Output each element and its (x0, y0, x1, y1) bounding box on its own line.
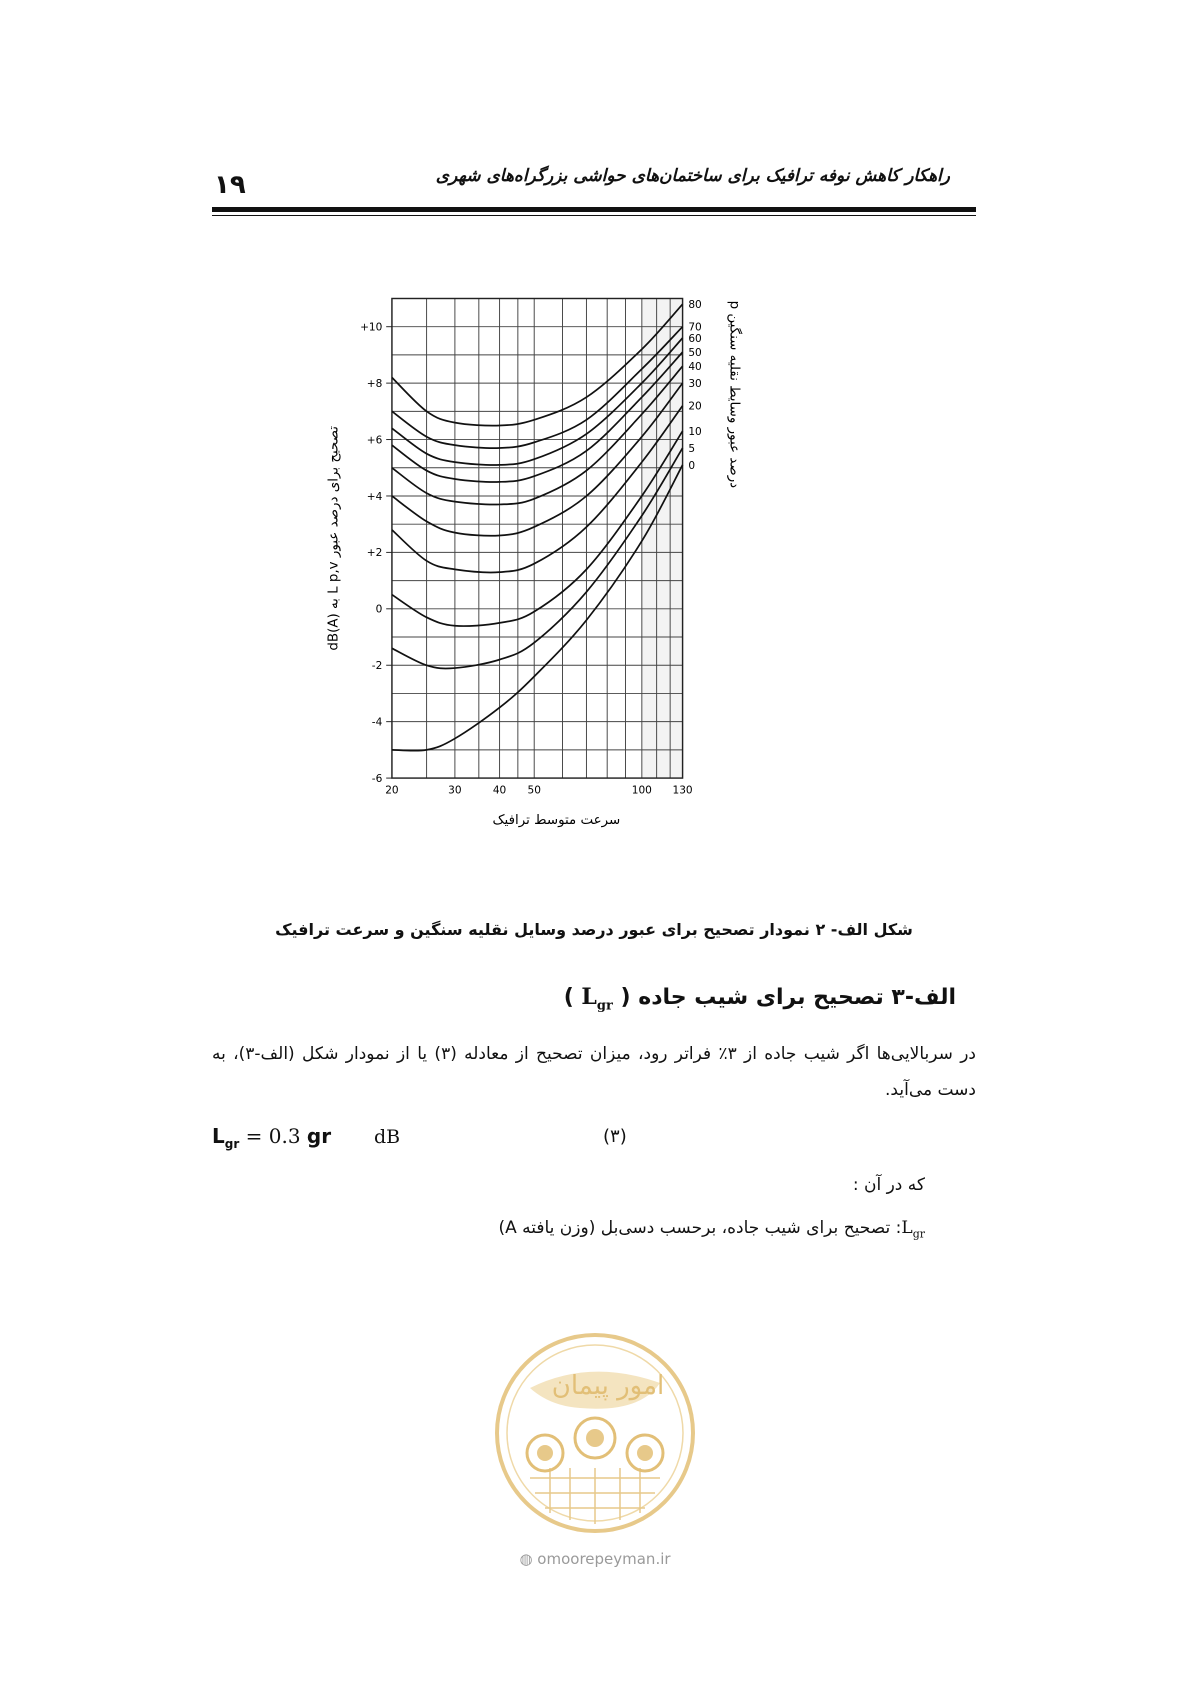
x-tick-label: 50 (527, 784, 541, 797)
y-tick-label: -4 (371, 716, 383, 729)
x-axis-label: سرعت متوسط ترافیک (492, 813, 621, 829)
x-tick-label: 130 (672, 784, 693, 797)
equation-unit: dB (374, 1126, 401, 1148)
y-tick-label: -2 (371, 660, 383, 673)
header-rule-thick (212, 207, 976, 212)
y-axis-label: تصحیح برای درصد عبور L p,v به dB(A) (326, 425, 342, 651)
section-title (564, 984, 956, 1013)
section-title-symbol: $L_{gr}$ (581, 984, 613, 1014)
series-line-70 (392, 327, 683, 448)
x-tick-label: 100 (631, 784, 652, 797)
y-tick-label: +4 (366, 490, 383, 503)
equation-variable: gr (306, 1124, 332, 1148)
watermark-logo (490, 1328, 700, 1538)
series-line-80 (392, 304, 683, 425)
series-label-60: 60 (688, 332, 702, 345)
x-tick-label: 20 (385, 784, 399, 797)
equation-lhs: L (212, 1124, 225, 1148)
series-label-40: 40 (688, 361, 702, 374)
definition-symbol: $L_{gr}$ (901, 1218, 925, 1241)
running-header-title: راهکار کاهش نوفه ترافیک برای ساختمان‌های حواشی بزرگراه‌های شهری (435, 166, 950, 186)
chart-shade (642, 298, 683, 778)
definition-text: : تصحیح برای شیب جاده، برحسب دسی‌بل (وزن یافته A) (498, 1218, 902, 1238)
right-axis-label: درصد عبور وسایط نقلیه سنگین p (726, 300, 742, 489)
series-label-20: 20 (688, 400, 702, 413)
series-line-30 (392, 383, 683, 536)
series-line-10 (392, 431, 683, 626)
speed-correction-chart (320, 282, 790, 902)
y-tick-label: +8 (366, 377, 383, 390)
series-line-5 (392, 448, 683, 668)
watermark-logo-text: امور پیمان (551, 1371, 665, 1401)
chart-frame (392, 298, 683, 778)
equation-coefficient: = 0.3 (239, 1124, 307, 1148)
series-label-80: 80 (688, 298, 702, 311)
y-tick-label: -6 (371, 772, 383, 785)
y-tick-label: +10 (360, 321, 383, 334)
x-tick-label: 30 (448, 784, 462, 797)
series-label-70: 70 (688, 321, 702, 334)
x-tick-label: 40 (492, 784, 507, 797)
definition-line (498, 1218, 925, 1240)
chart-grid (392, 298, 683, 778)
watermark-url: ◍ omoorepeyman.ir (519, 1550, 671, 1568)
series-label-30: 30 (688, 377, 702, 390)
figure-caption: شکل الف- ۲ نمودار تصحیح برای عبور درصد وسایل نقلیه سنگین و سرعت ترافیک (275, 920, 913, 939)
header-rule-thin (212, 215, 976, 216)
series-label-50: 50 (688, 346, 702, 359)
where-line: که در آن : (852, 1175, 925, 1195)
series-label-5: 5 (688, 442, 696, 455)
y-tick-label: 0 (375, 603, 383, 616)
y-tick-label: +2 (366, 547, 383, 560)
series-line-60 (392, 338, 683, 465)
body-paragraph: در سربالایی‌ها اگر شیب جاده از ۳٪ فراتر رود، میزان تصحیح از معادله (۳) یا از نمودار شکل (الف-۳)، به دست می‌آید. (212, 1044, 976, 1100)
section-title-suffix: ) (563, 985, 582, 1010)
series-label-10: 10 (688, 425, 702, 438)
page-number: ۱۹ (214, 170, 246, 200)
y-tick-label: +6 (366, 434, 383, 447)
equation-number: (۳) (603, 1126, 627, 1147)
section-title-prefix: الف-۳ تصحیح برای شیب جاده ( (612, 985, 956, 1010)
series-line-20 (392, 406, 683, 573)
watermark-gear-centers (537, 1429, 653, 1461)
equation-lhs-sub: gr (224, 1137, 240, 1151)
watermark-grid-base (530, 1468, 660, 1524)
series-line-0 (392, 465, 683, 751)
series-label-0: 0 (688, 459, 696, 472)
equation-formula (212, 1124, 331, 1151)
